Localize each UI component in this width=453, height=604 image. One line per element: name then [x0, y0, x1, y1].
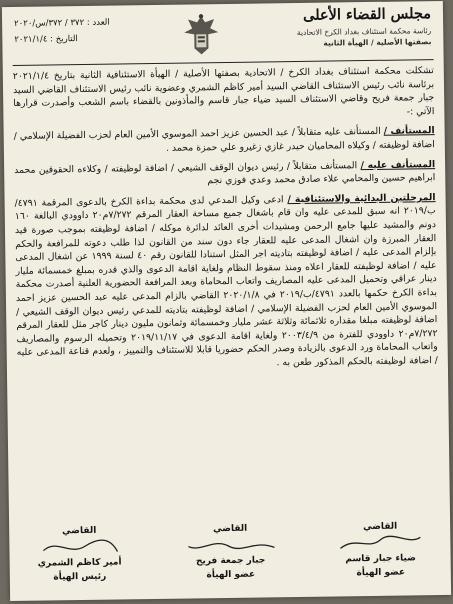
signature-name: جبار جمعة فريح: [195, 555, 266, 567]
handwritten-signature: [19, 537, 139, 557]
signature-name: ضياء جبار قاسم: [345, 553, 416, 565]
case-number: العدد : ٣٧٢ / ٣٧٢/س/٢٠٢٠: [14, 17, 110, 29]
intro-paragraph: تشكلت محكمة استئناف بغداد الكرخ / الاتحادية بصفتها الأصلية / الهيأة الاستئنافية الثانية بتاريخ ٢٠٢١/١/٤ برئاسة نائب رئيس الاستئناف القاضي السيد أمير كاظم الشمري وعضوية نائب رئيس الاستئناف القاضي السيد جبار جمعة فريح وقاضي الاستئناف السيد ضياء جبار قاسم والمأذونين بالقضاء باسم الشعب وأصدرت قرارها الآتي :-: [12, 65, 435, 118]
signature-title: عضو الهيأة: [356, 567, 406, 579]
handwritten-signature: [170, 535, 290, 555]
document-body: [3, 60, 448, 374]
letterhead: [2, 1, 444, 65]
signature-title: رئيس الهيأة: [53, 571, 107, 583]
signature-chair: [19, 523, 140, 585]
eagle-emblem-icon: [178, 10, 225, 59]
court-subtitle: رئاسة محكمة استئناف بغداد الكرخ الاتحادية: [296, 26, 432, 37]
panel-label: بصفتها الأصلية / الهيأة الثانية: [323, 37, 432, 48]
history-section: [15, 191, 438, 374]
signature-member-2: [170, 521, 291, 583]
respondent-text: المستأنف متقابلاً / رئيس ديوان الوقف الشيعي / اضافة لوظيفته / وكلاءه الحقوقين محمد ابراهيم حسين والمحامي علاء صادق محمد وعدي فوزي نجم: [14, 159, 436, 187]
history-text: ادعى وكيل المدعي لدى محكمة بداءة الكرخ بالدعوى المرقمة ٤٧٩١/ب/٢٠١٩ انه سبق للمدعى عليه وان قام باشغال جميع مساحة العقار المرقم ٧/٢٧٢م٢٠ داوودي البالغة ١٦٠ دونم والمشيد عليها جامع الرحمن ومشيدات أخرى العائد لدائرة موكله / اضافة لوظيفته بموجب صورة قيد العقار المبرزة وان اشغال المدعى عليه للعقار جاء دون سند من القانون لذا طلب دعوته للمرافعة والحكم بإلزام المدعى عليه / اضافة لوظيفته بتاديته اجر المثل استنادا للقانون رقم ٤٠ لسنة ١٩٩٩ عن اشغال المدعى عليه / اضافة لوظيفته للعقار اعلاه ومنذ سقوط النظام ولغاية اقامة الدعوى والذي قدره بمبلغ خمسمائة مليار دينار عراقي وتحميل المدعى عليه المصاريف واتعاب المحاماة وبعد المرافعة الحضورية العلنية أصدرت محكمة بداءة الكرخ حكمها بالعدد ٤٧٩١/ب/٢٠١٩ في ٢٠٢٠/١/٨ القاضي بالزام المدعى عليه عبد الحسين عزيز احمد الموسوي الأمين العام لحزب الفضيلة الإسلامي / اضافة لوظيفته بتاديته للمدعي رئيس ديوان الوقف الشيعي / اضافة لوظيفته مبلغا مقداره ثلاثمائة وثلاثة عشر مليار وخمسمائة وثمانون مليون دينار كاجر مثل للعقار المرقم ٧/٢٧٢م٢٠ داوودي للفترة من ٢٠٠٣/٤/٩ ولغاية اقامة الدعوى في ٢٠١٩/١١/١٧ وتحميله الرسوم والمصاريف واتعاب المحاماة ورد الدعوى بالزيادة وصدر الحكم حضوريا قابلا للاستئناف والتمييز ، ولعدم قناعة المدعى عليه / اضافة لوظيفته بالحكم المذكور طعن به .: [14, 193, 438, 369]
signature-block: [19, 519, 441, 597]
signature-name: أمير كاظم الشمري: [37, 557, 122, 569]
signature-role: القاضي: [363, 521, 398, 533]
appellant-label: المستأنف /: [383, 125, 435, 138]
appellant-text: المستأنف عليه متقابلاً / عبد الحسين عزيز احمد الموسوي الأمين العام لحزب الفضيلة الإسلامي / اضافة لوظيفته / وكيلاه المحاميان حيدر غازي زغيرو علي حمزة محمد .: [13, 126, 435, 154]
case-date: التاريخ : ٢٠٢١/١/٤: [14, 34, 78, 45]
court-name: مجلس القضاء الأعلى: [302, 5, 432, 24]
handwritten-signature: [320, 533, 440, 553]
respondent-label: المستأنف عليه /: [360, 158, 436, 171]
signature-member-1: [320, 519, 441, 581]
signature-title: عضو الهيأة: [206, 569, 256, 581]
signature-role: القاضي: [213, 523, 248, 535]
signature-role: القاضي: [62, 525, 97, 537]
document-page: [2, 1, 451, 601]
history-label: المرحلتين البدائية والاستئنافية /: [287, 191, 436, 205]
